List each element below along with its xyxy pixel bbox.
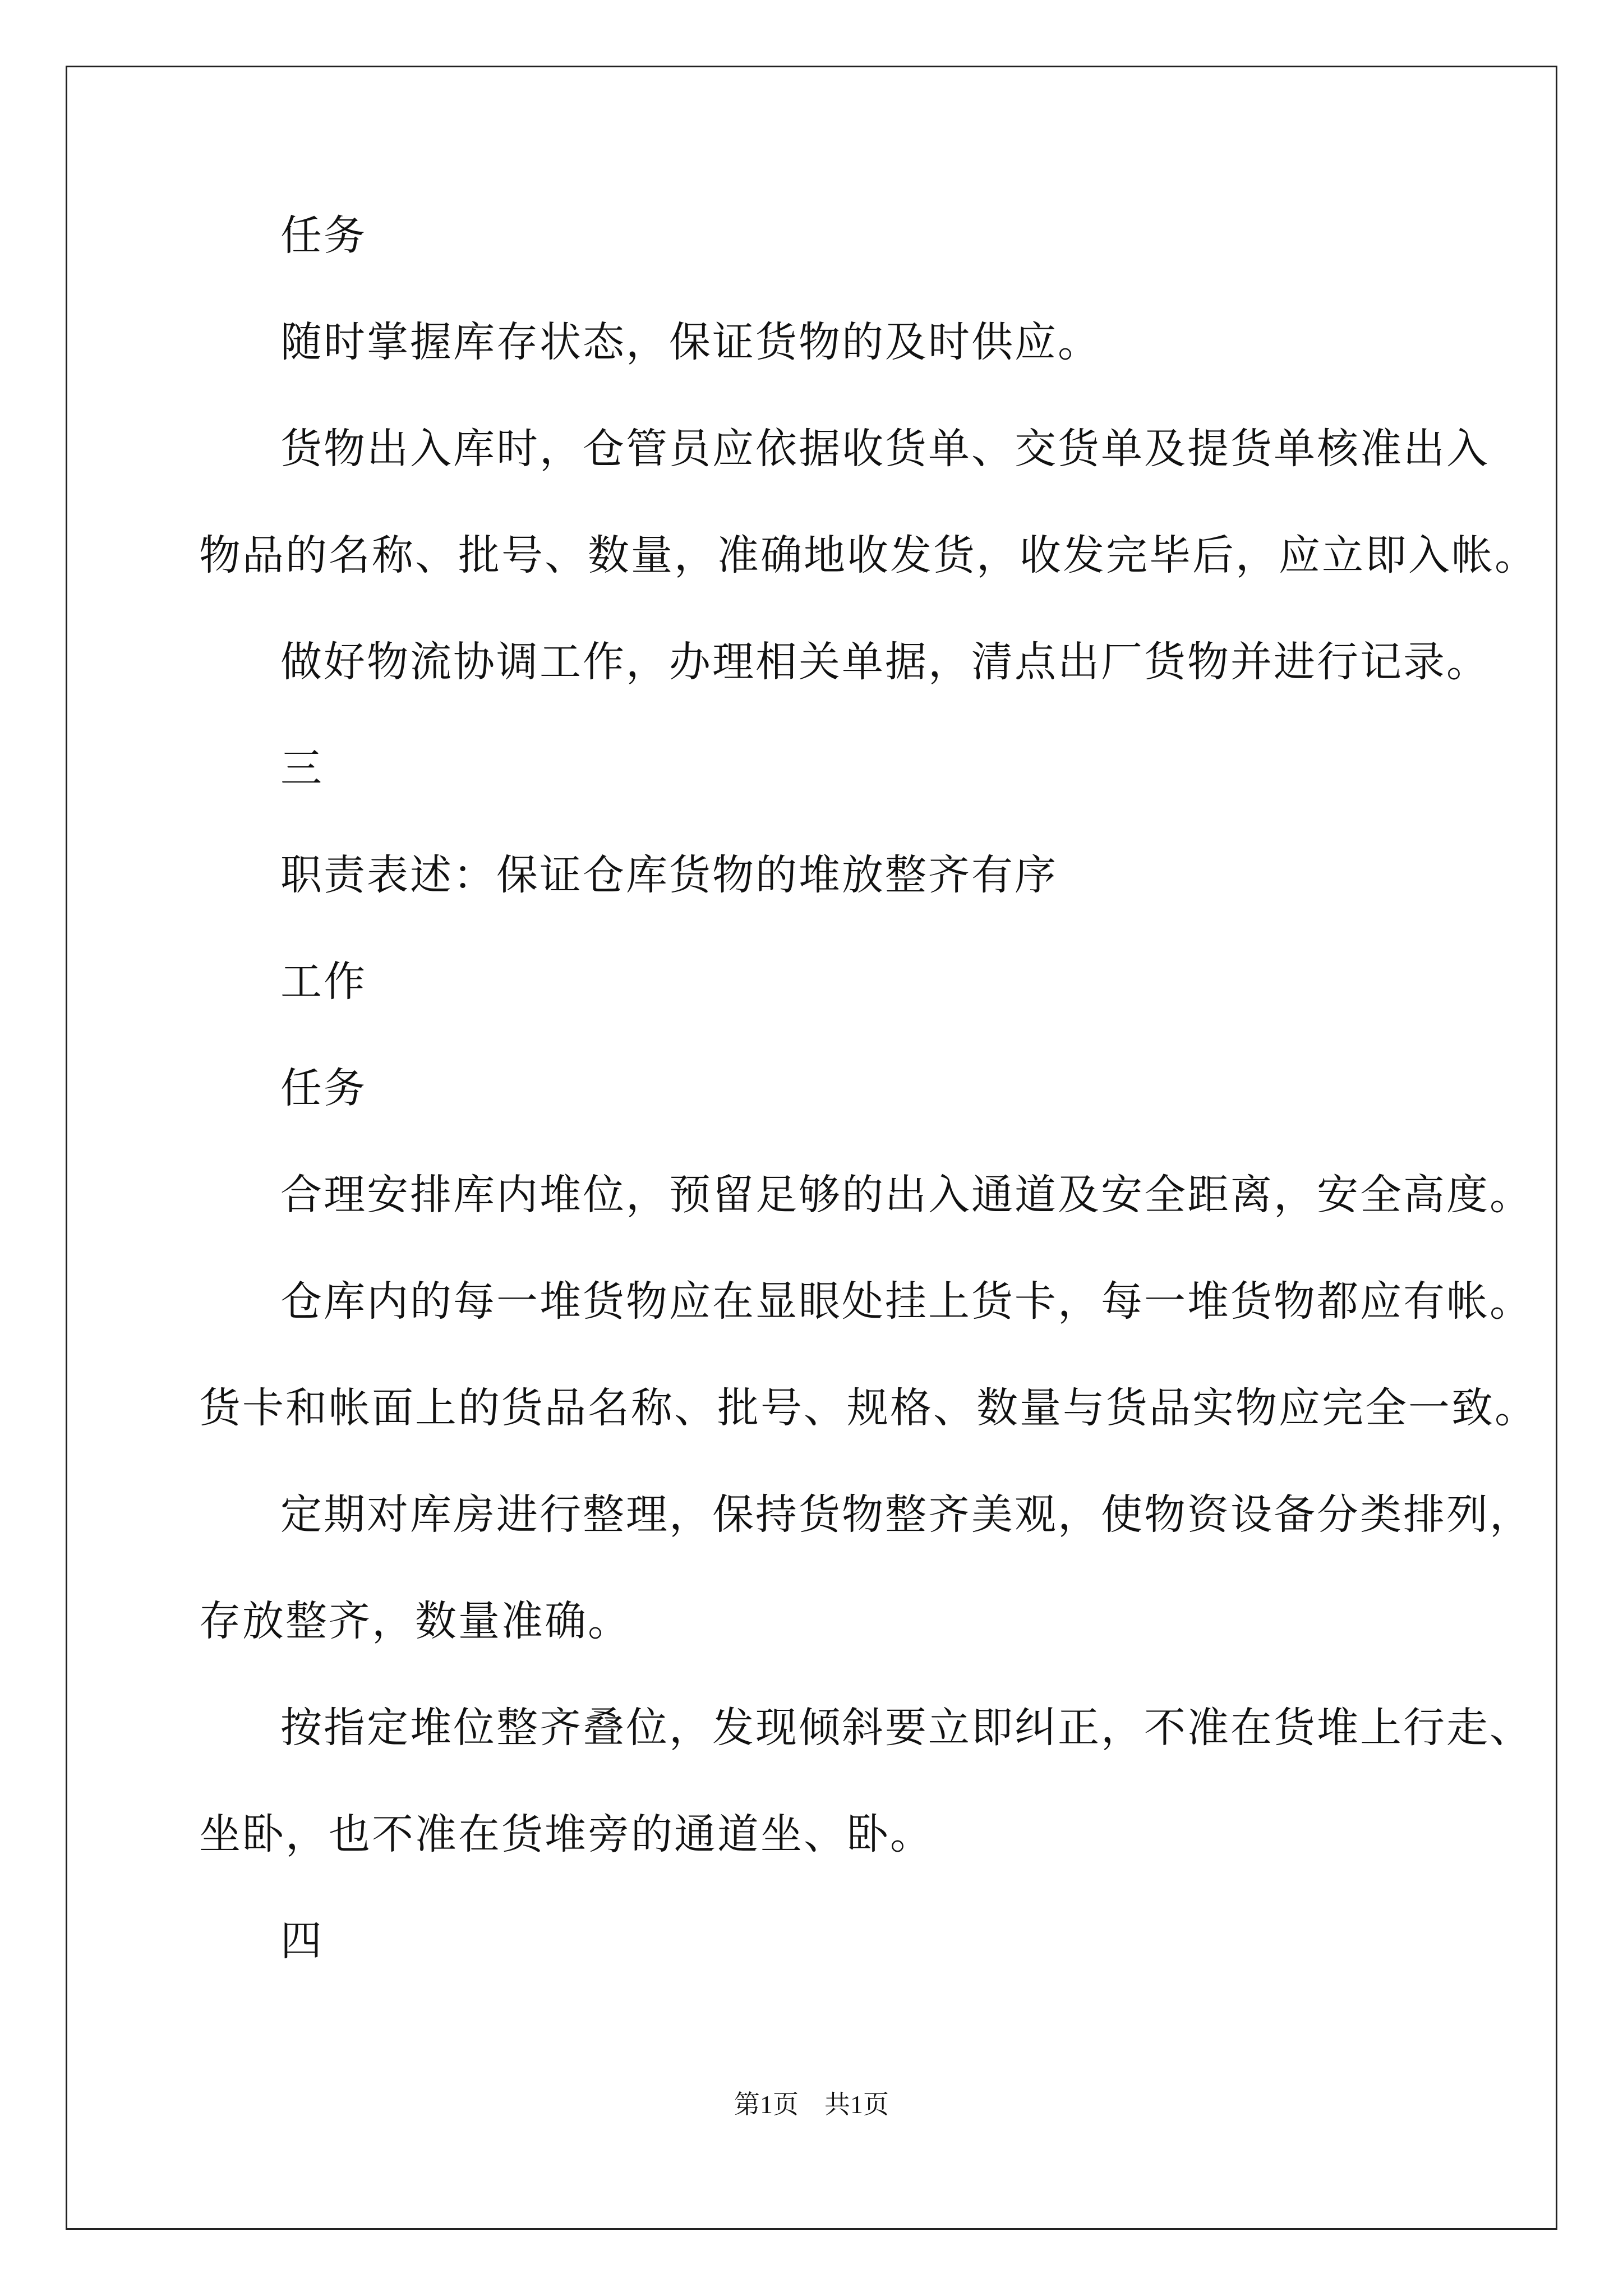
page-border — [66, 66, 1557, 2230]
text-line-10: 合理安排库内堆位，预留足够的出入通道及安全距离，安全高度。 — [280, 1171, 1533, 1219]
text-line-9: 任务 — [280, 1064, 367, 1112]
text-line-3: 货物出入库时，仓管员应依据收货单、交货单及提货单核准出入 — [280, 425, 1490, 473]
text-line-1: 任务 — [280, 211, 367, 260]
text-line-16: 坐卧，也不准在货堆旁的通道坐、卧。 — [199, 1810, 933, 1858]
text-line-11: 仓库内的每一堆货物应在显眼处挂上货卡，每一堆货物都应有帐。 — [280, 1277, 1533, 1326]
text-line-12: 货卡和帐面上的货品名称、批号、规格、数量与货品实物应完全一致。 — [199, 1384, 1538, 1432]
text-line-8: 工作 — [280, 958, 367, 1006]
text-line-2: 随时掌握库存状态，保证货物的及时供应。 — [280, 318, 1101, 366]
text-line-6: 三 — [280, 744, 324, 793]
text-line-14: 存放整齐，数量准确。 — [199, 1597, 631, 1645]
text-line-17: 四 — [280, 1917, 324, 1965]
text-line-7: 职责表述：保证仓库货物的堆放整齐有序 — [280, 851, 1058, 899]
text-line-15: 按指定堆位整齐叠位，发现倾斜要立即纠正，不准在货堆上行走、 — [280, 1704, 1533, 1752]
text-line-13: 定期对库房进行整理，保持货物整齐美观，使物资设备分类排列， — [280, 1490, 1533, 1539]
page-footer: 第1页 共1页 — [734, 2090, 889, 2119]
text-line-4: 物品的名称、批号、数量，准确地收发货，收发完毕后，应立即入帐。 — [199, 531, 1538, 579]
text-line-5: 做好物流协调工作，办理相关单据，清点出厂货物并进行记录。 — [280, 638, 1490, 686]
